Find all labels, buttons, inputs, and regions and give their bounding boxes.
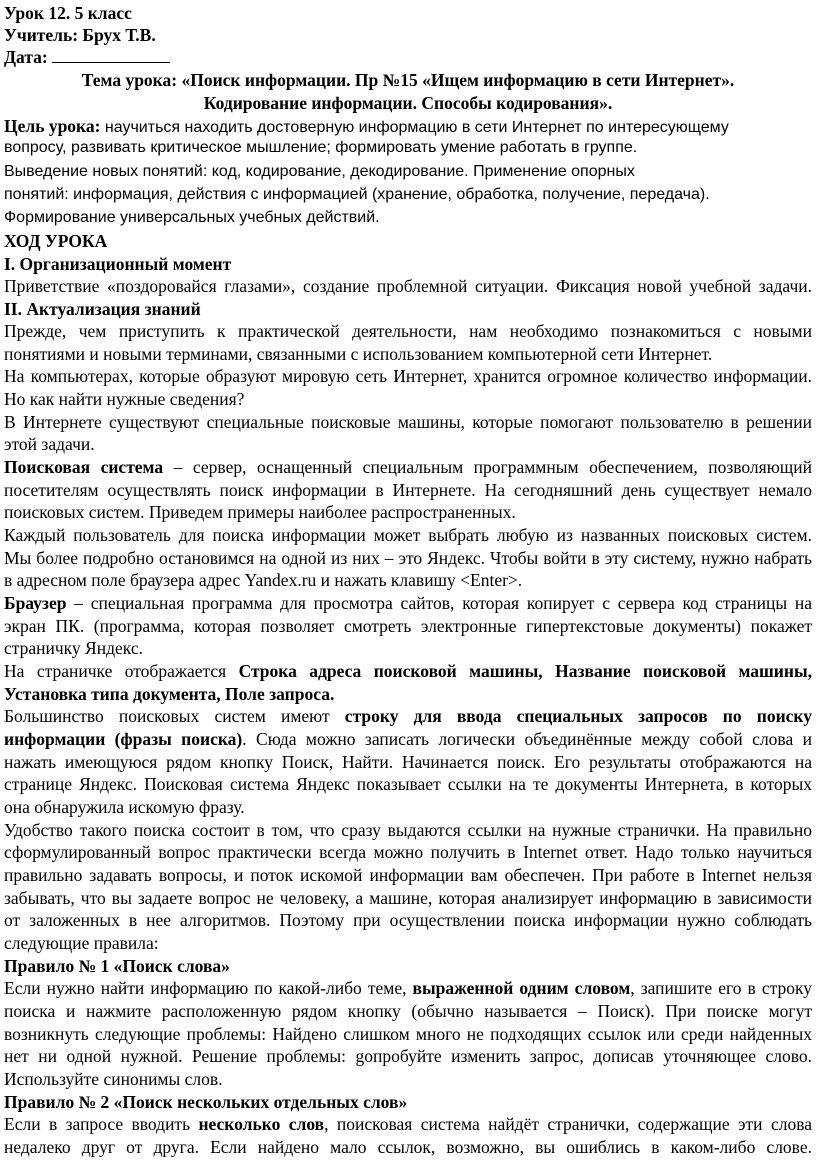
p6-line-3: страничку Яндекс. [4, 638, 143, 658]
rule1-line-1-bold: выраженной одним словом [412, 978, 631, 998]
p5-line-1: Каждый пользователь для поиска информации может выбрать любую из названных поисковых систем. [4, 525, 812, 545]
goal-line-1 [4, 115, 729, 138]
p6-line-1 [4, 592, 812, 615]
rule1-line-3: возникнуть следующие проблемы: Найдено слишком много не подходящих ссылок или среди найденных [4, 1024, 812, 1044]
p4-line-1-text: – сервер, оснащенный специальным программным обеспечением, позволяющий [163, 457, 812, 477]
p6-line-2: экран ПК. (программа, которая позволяет смотреть электронные гипертекстовые документы) покажет [4, 616, 812, 636]
topic-line-2: Кодирование информации. Способы кодирования». [203, 93, 613, 113]
rule1-line-1 [4, 977, 812, 1000]
teacher-line: Учитель: Брух Т.В. [4, 25, 156, 45]
p5-line-2: Мы более подробно остановимся на одной из них – это Яндекс. Чтобы войти в эту систему, нужно набрать [4, 548, 812, 568]
p3-line-2: этой задачи. [4, 434, 95, 454]
p8-line-2 [4, 728, 812, 751]
course-title: ХОД УРОКА [4, 231, 108, 251]
rule2-line-1-plain: Если в запросе вводить [4, 1114, 199, 1134]
concepts-line-1: Выведение новых понятий: код, кодирование, декодирование. Применение опорных [4, 163, 635, 180]
p9-line-4: забывать, что вы задаете вопрос не человеку, а машине, которая анализирует информацию в зависимости [4, 888, 812, 908]
rule1-heading: Правило № 1 «Поиск слова» [4, 956, 230, 976]
rule2-line-1-tail: , поисковая система найдёт странички, содержащие эти слова [324, 1114, 812, 1134]
rule1-line-1-tail: , запишите его в строку [630, 978, 812, 998]
term-browser: Браузер [4, 593, 67, 613]
concepts-line-2: понятий: информация, действия с информацией (хранение, обработка, получение, передача). [4, 186, 710, 203]
rule1-line-2: поиска и нажмите расположенную рядом кнопку (обычно называется – Поиск). При поиске могут [4, 1001, 812, 1021]
p5-line-3: в адресном поле браузера адрес Yandex.ru и нажать клавишу <Enter>. [4, 570, 523, 590]
p9-line-3: правильно задавать вопросы, и поток искомой информации вам обеспечен. При работе в Internet нельзя [4, 865, 812, 885]
p7-line-1-plain: На страничке отображается [4, 661, 239, 681]
section1-text: Приветствие «поздоровайся глазами», создание проблемной ситуации. Фиксация новой учебной задачи. [4, 276, 812, 296]
date-label: Дата: [4, 47, 48, 67]
topic-line-1: Тема урока: «Поиск информации. Пр №15 «Ищем информацию в сети Интернет». [81, 70, 735, 90]
p2-line-2: Но как найти нужные сведения? [4, 389, 245, 409]
lesson-title: Урок 12. 5 класс [4, 3, 132, 23]
goal-text-1: научиться находить достоверную информацию в сети Интернет по интересующему [100, 119, 729, 136]
p9-line-5: от заложенных в нее алгоритмов. Поэтому при осуществлении поиска информации нужно соблюдать [4, 910, 812, 930]
p7-line-1 [4, 660, 812, 683]
p9-line-6: следующие правила: [4, 933, 159, 953]
rule1-line-4: нет ни одной нужной. Решение проблемы: gопробуйте изменить запрос, дописав уточняющее слово. [4, 1046, 812, 1066]
p8-line-2-bold: информации (фразы поиска) [4, 729, 243, 749]
section1-heading: I. Организационный момент [4, 254, 232, 274]
rule1-line-5: Используйте синонимы слов. [4, 1069, 223, 1089]
p4-line-3: поисковых систем. Приведем примеры наиболее распространенных. [4, 502, 516, 522]
p1-line-1: Прежде, чем приступить к практической деятельности, нам необходимо познакомиться с новыми [4, 321, 812, 341]
p9-line-1: Удобство такого поиска состоит в том, что сразу выдаются ссылки на нужные странички. На правильно [4, 820, 812, 840]
p4-line-2: посетителям осуществлять поиск информации в Интернете. На сегодняшний день существует немало [4, 480, 812, 500]
p8-line-4: странице Яндекс. Поисковая система Яндекс показывает ссылки на те документы Интернета, в которых [4, 774, 812, 794]
p6-line-1-text: – специальная программа для просмотра сайтов, которая копирует с сервера код страницы на [66, 593, 812, 613]
date-line [4, 46, 170, 69]
p2-line-1: На компьютерах, которые образуют мировую сеть Интернет, хранится огромное количество информации. [4, 366, 812, 386]
p3-line-1: В Интернете существуют специальные поисковые машины, которые помогают пользователю в решении [4, 412, 812, 432]
rule2-line-1 [4, 1113, 812, 1136]
p8-line-1-bold: строку для ввода специальных запросов по поиску [344, 706, 813, 726]
date-blank [52, 47, 170, 63]
p7-line-1-bold: Строка адреса поисковой машины, Название поисковой машины, [238, 661, 812, 681]
p8-line-1 [4, 705, 812, 728]
p1-line-2: понятиями и новыми терминами, связанными с использованием компьютерной сети Интернет. [4, 344, 713, 364]
rule2-line-2: недалеко друг от друга. Если найдено мало ссылок, возможно, вы ошиблись в каком-либо слове. [4, 1137, 812, 1157]
concepts-line-3: Формирование универсальных учебных действий. [4, 209, 380, 226]
p9-line-2: сформулированный вопрос практически всегда можно получить в Internet ответ. Надо только научиться [4, 842, 812, 862]
p8-line-2-plain: . Сюда можно записать логически объединённые между собой слова и [242, 729, 812, 749]
section2-heading: II. Актуализация знаний [4, 299, 201, 319]
rule2-line-1-bold: несколько слов [198, 1114, 325, 1134]
rule2-heading: Правило № 2 «Поиск нескольких отдельных слов» [4, 1092, 408, 1112]
term-search-system: Поисковая система [4, 457, 164, 477]
goal-label: Цель урока: [4, 116, 101, 136]
rule1-line-1-plain: Если нужно найти информацию по какой-либо теме, [4, 978, 413, 998]
p4-line-1 [4, 456, 812, 479]
p8-line-1-plain: Большинство поисковых систем имеют [4, 706, 345, 726]
goal-line-2: вопросу, развивать критическое мышление; формировать умение работать в группе. [4, 139, 638, 156]
p8-line-5: она обнаружила искомую фразу. [4, 797, 245, 817]
p7-line-2: Установка типа документа, Поле запроса. [4, 684, 335, 704]
p8-line-3: нажать имеющуюся рядом кнопку Поиск, Найти. Начинается поиск. Его результаты отображаются на [4, 752, 812, 772]
